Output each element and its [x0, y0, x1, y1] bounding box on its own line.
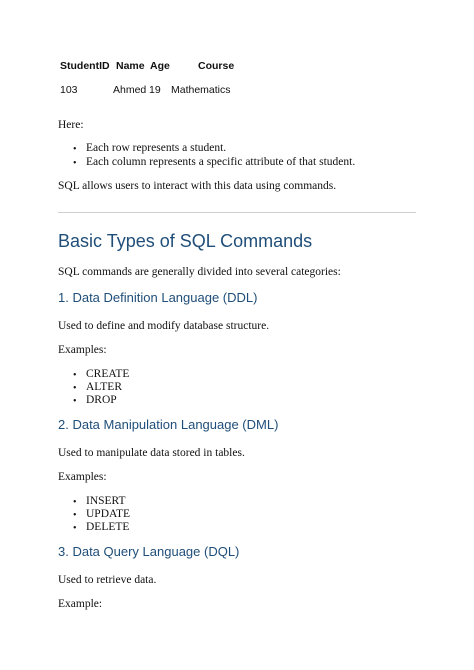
- table-cell-studentid: 103: [60, 84, 78, 96]
- table-header-studentid: StudentID: [60, 60, 110, 72]
- dml-description: Used to manipulate data stored in tables.: [58, 447, 245, 459]
- bullet-glyph: •: [73, 510, 77, 521]
- bullet-glyph: •: [73, 497, 77, 508]
- here-label: Here:: [58, 119, 84, 131]
- list-item: CREATE: [86, 368, 130, 380]
- ddl-description: Used to define and modify database structure.: [58, 320, 270, 332]
- bullet-glyph: •: [73, 523, 77, 534]
- dql-description: Used to retrieve data.: [58, 574, 157, 586]
- dml-examples-label: Examples:: [58, 471, 107, 483]
- table-header-course: Course: [198, 60, 235, 72]
- dql-heading: 3. Data Query Language (DQL): [58, 544, 240, 559]
- bullet-glyph: •: [73, 396, 77, 407]
- list-item: DROP: [86, 394, 117, 406]
- list-item: ALTER: [86, 381, 122, 393]
- table-header-age: Age: [150, 60, 170, 72]
- list-item: Each column represents a specific attribute of that student.: [86, 156, 356, 168]
- ddl-heading: 1. Data Definition Language (DDL): [58, 290, 258, 305]
- list-item: DELETE: [86, 521, 130, 533]
- horizontal-rule: [58, 212, 416, 213]
- table-cell-name: Ahmed: [113, 84, 147, 96]
- bullet-glyph: •: [73, 144, 77, 155]
- bullet-glyph: •: [73, 383, 77, 394]
- dql-example-label: Example:: [58, 598, 103, 610]
- dml-heading: 2. Data Manipulation Language (DML): [58, 417, 279, 432]
- section-lead-paragraph: SQL commands are generally divided into several categories:: [58, 266, 341, 278]
- section-heading: Basic Types of SQL Commands: [58, 231, 313, 251]
- ddl-examples-label: Examples:: [58, 344, 107, 356]
- list-item: INSERT: [86, 495, 126, 507]
- table-cell-course: Mathematics: [171, 84, 231, 96]
- bullet-glyph: •: [73, 158, 77, 169]
- table-header-name: Name: [116, 60, 145, 72]
- list-item: UPDATE: [86, 508, 131, 520]
- list-item: Each row represents a student.: [86, 142, 227, 154]
- bullet-glyph: •: [73, 370, 77, 381]
- table-cell-age: 19: [149, 84, 161, 96]
- paragraph-sql-allows: SQL allows users to interact with this data using commands.: [58, 180, 337, 192]
